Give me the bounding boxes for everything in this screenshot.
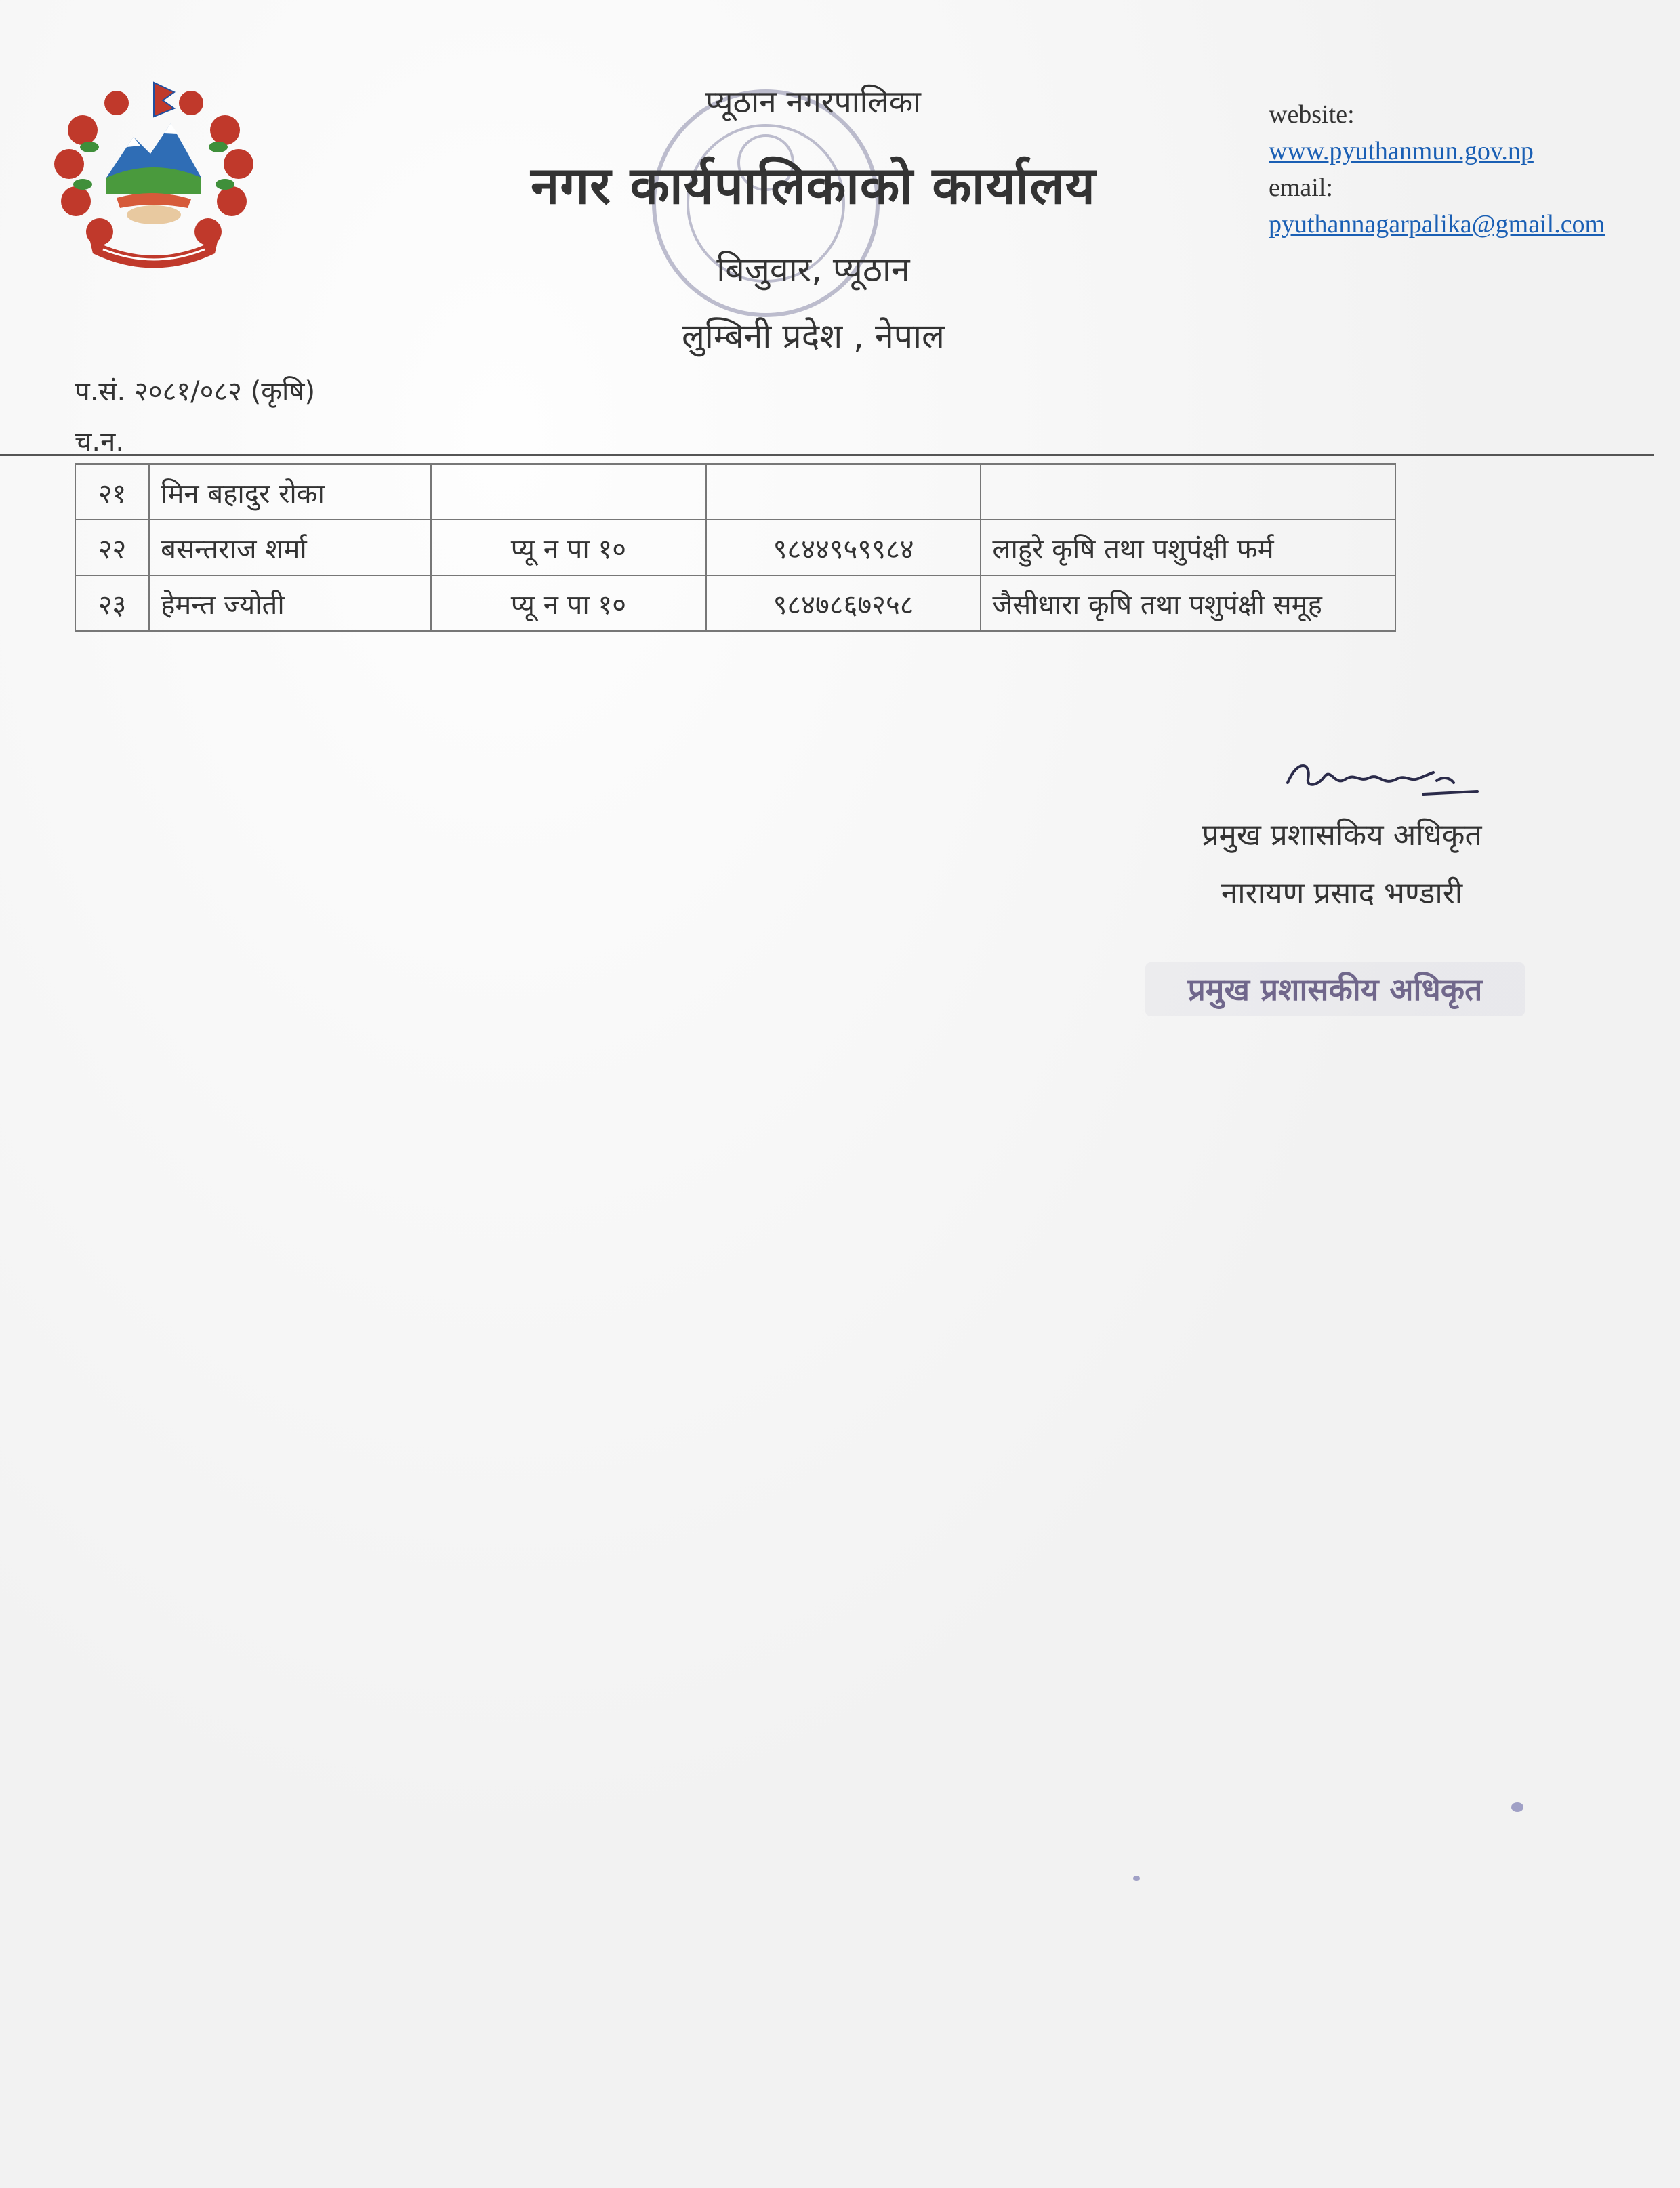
row-phone: [706, 464, 981, 520]
row-phone: ९८४४९५९९८४: [706, 520, 981, 575]
nepal-emblem-icon: [42, 76, 266, 272]
ink-speck: [1511, 1802, 1523, 1812]
website-label: website:: [1269, 100, 1355, 129]
row-name: मिन बहादुर रोका: [149, 464, 431, 520]
row-address: [431, 464, 706, 520]
table-row: [75, 464, 1395, 520]
row-address: प्यू न पा १०: [431, 575, 706, 631]
handwritten-signature-icon: [1281, 745, 1484, 806]
row-serial: २२: [75, 520, 149, 575]
website-link[interactable]: www.pyuthanmun.gov.np: [1269, 137, 1534, 165]
municipality-name: प्यूठान नगरपालिका: [705, 83, 921, 120]
table-row: [75, 575, 1395, 631]
row-serial: २३: [75, 575, 149, 631]
row-serial: २१: [75, 464, 149, 520]
office-title: नगर कार्यपालिकाको कार्यालय: [531, 155, 1096, 215]
row-name: हेमन्त ज्योती: [149, 575, 431, 631]
row-organization: लाहुरे कृषि तथा पशुपंक्षी फर्म: [981, 520, 1395, 575]
row-organization: जैसीधारा कृषि तथा पशुपंक्षी समूह: [981, 575, 1395, 631]
row-organization: [981, 464, 1395, 520]
office-address: बिजुवार, प्यूठान: [716, 250, 910, 289]
recipient-table: [75, 463, 1396, 632]
contact-block: [1269, 96, 1621, 243]
row-name: बसन्तराज शर्मा: [149, 520, 431, 575]
letter-reference-number: प.सं. २०८१/०८२ (कृषि): [75, 376, 316, 407]
email-link[interactable]: pyuthannagarpalika@gmail.com: [1269, 210, 1605, 239]
row-address: प्यू न पा १०: [431, 520, 706, 575]
table-row: [75, 520, 1395, 575]
signatory-title: प्रमुख प्रशासकिय अधिकृत: [1202, 818, 1482, 852]
dispatch-number-label: च.न.: [75, 426, 125, 457]
email-label: email:: [1269, 173, 1333, 202]
row-phone: ९८४७८६७२५८: [706, 575, 981, 631]
signatory-name: नारायण प्रसाद भण्डारी: [1221, 876, 1463, 911]
ink-speck: [1133, 1876, 1140, 1881]
header-divider: [0, 454, 1654, 456]
official-seal-stamp: प्रमुख प्रशासकीय अधिकृत: [1145, 962, 1525, 1016]
office-province: लुम्बिनी प्रदेश , नेपाल: [682, 316, 945, 356]
